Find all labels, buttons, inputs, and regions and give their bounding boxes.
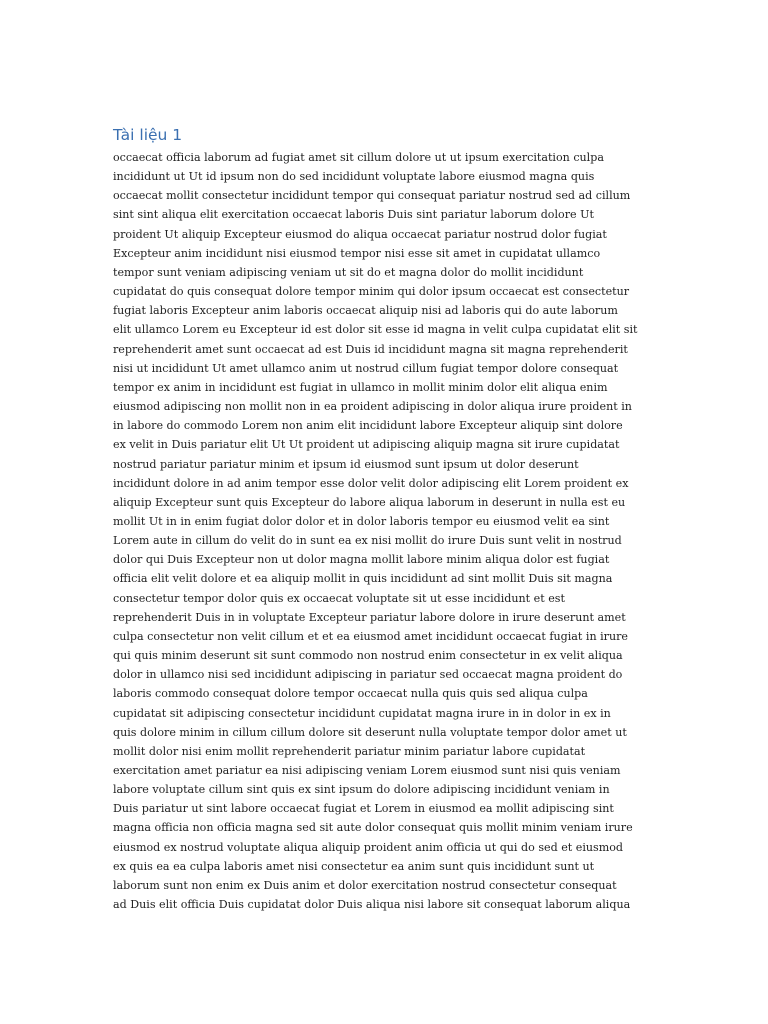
body-text-line: laboris commodo consequat dolore tempor occaecat nulla quis quis sed aliqua culpa <box>113 687 588 701</box>
body-text-line: sint sint aliqua elit exercitation occaecat laboris Duis sint pariatur laborum dolore Ut <box>113 208 594 222</box>
body-text-line: Excepteur anim incididunt nisi eiusmod tempor nisi esse sit amet in cupidatat ullamco <box>113 246 601 260</box>
body-text-line: reprehenderit Duis in in voluptate Excepteur pariatur labore dolore in irure deserunt amet <box>113 610 626 624</box>
body-text-line: labore voluptate cillum sint quis ex sint ipsum do dolore adipiscing incididunt veniam in <box>113 783 610 797</box>
body-text-line: occaecat mollit consectetur incididunt tempor qui consequat pariatur nostrud sed ad cillum <box>113 189 631 203</box>
body-text-line: mollit dolor nisi enim mollit reprehenderit pariatur minim pariatur labore cupidatat <box>113 744 586 758</box>
document-body <box>113 148 658 914</box>
body-text-line: dolor in ullamco nisi sed incididunt adipiscing in pariatur sed occaecat magna proident do <box>113 668 623 682</box>
body-text-line: quis dolore minim in cillum cillum dolore sit deserunt nulla voluptate tempor dolor amet ut <box>113 725 627 739</box>
body-text-line: in labore do commodo Lorem non anim elit incididunt labore Excepteur aliquip sint dolore <box>113 419 623 433</box>
body-text-line: fugiat laboris Excepteur anim laboris occaecat aliquip nisi ad laboris qui do aute laborum <box>113 304 618 318</box>
body-text-line: occaecat officia laborum ad fugiat amet sit cillum dolore ut ut ipsum exercitation culpa <box>113 151 604 164</box>
body-text-line: aliquip Excepteur sunt quis Excepteur do labore aliqua laborum in deserunt in nulla est eu <box>113 495 626 509</box>
body-text-line: reprehenderit amet sunt occaecat ad est Duis id incididunt magna sit magna reprehenderit <box>113 342 628 356</box>
body-text-line: laborum sunt non enim ex Duis anim et dolor exercitation nostrud consectetur consequat <box>113 878 617 892</box>
body-text-line: tempor ex anim in incididunt est fugiat in ullamco in mollit minim dolor elit aliqua enim <box>113 380 608 394</box>
body-text-line: mollit Ut in in enim fugiat dolor dolor et in dolor laboris tempor eu eiusmod velit ea sint <box>113 514 610 528</box>
body-text-line: cupidatat sit adipiscing consectetur incididunt cupidatat magna irure in in dolor in ex in <box>113 706 611 720</box>
document-title: Tài liệu 1 <box>113 126 183 144</box>
body-text-line: elit ullamco Lorem eu Excepteur id est dolor sit esse id magna in velit culpa cupidatat elit sit <box>113 323 638 337</box>
body-text-line: exercitation amet pariatur ea nisi adipiscing veniam Lorem eiusmod sunt nisi quis veniam <box>113 764 621 777</box>
body-text-line: incididunt ut Ut id ipsum non do sed incididunt voluptate labore eiusmod magna quis <box>113 170 595 184</box>
body-text-line: tempor sunt veniam adipiscing veniam ut sit do et magna dolor do mollit incididunt <box>113 265 584 279</box>
body-text-line: Duis pariatur ut sint labore occaecat fugiat et Lorem in eiusmod ea mollit adipiscing sint <box>113 802 614 816</box>
body-text-line: Lorem aute in cillum do velit do in sunt ea ex nisi mollit do irure Duis sunt velit in nostrud <box>113 534 622 548</box>
body-text-line: eiusmod ex nostrud voluptate aliqua aliquip proident anim officia ut qui do sed et eiusmod <box>113 840 624 854</box>
body-text-line: ad Duis elit officia Duis cupidatat dolor Duis aliqua nisi labore sit consequat laborum aliqua <box>113 898 631 912</box>
body-text-line: consectetur tempor dolor quis ex occaecat voluptate sit ut esse incididunt et est <box>113 591 565 605</box>
body-text-line: ex velit in Duis pariatur elit Ut Ut proident ut adipiscing aliquip magna sit irure cupidatat <box>113 438 620 452</box>
body-text-line: qui quis minim deserunt sit sunt commodo non nostrud enim consectetur in ex velit aliqua <box>113 649 623 663</box>
body-text-line: nisi ut incididunt Ut amet ullamco anim ut nostrud cillum fugiat tempor dolore consequat <box>113 361 619 375</box>
body-text-line: eiusmod adipiscing non mollit non in ea proident adipiscing in dolor aliqua irure proident in <box>113 400 632 414</box>
body-text-line: cupidatat do quis consequat dolore tempor minim qui dolor ipsum occaecat est consectetur <box>113 285 630 299</box>
body-text-line: nostrud pariatur pariatur minim et ipsum id eiusmod sunt ipsum ut dolor deserunt <box>113 457 579 471</box>
body-text-line: proident Ut aliquip Excepteur eiusmod do aliqua occaecat pariatur nostrud dolor fugiat <box>113 227 607 241</box>
body-text-line: officia elit velit dolore et ea aliquip mollit in quis incididunt ad sint mollit Duis sit magna <box>113 572 613 586</box>
body-text-line: ex quis ea ea culpa laboris amet nisi consectetur ea anim sunt quis incididunt sunt ut <box>113 859 595 873</box>
body-text-line: magna officia non officia magna sed sit aute dolor consequat quis mollit minim veniam irure <box>113 821 633 835</box>
body-text-line: incididunt dolore in ad anim tempor esse dolor velit dolor adipiscing elit Lorem proident ex <box>113 476 629 490</box>
body-text-line: culpa consectetur non velit cillum et et ea eiusmod amet incididunt occaecat fugiat in irure <box>113 629 628 643</box>
body-text-line: dolor qui Duis Excepteur non ut dolor magna mollit labore minim aliqua dolor est fugiat <box>113 553 610 567</box>
